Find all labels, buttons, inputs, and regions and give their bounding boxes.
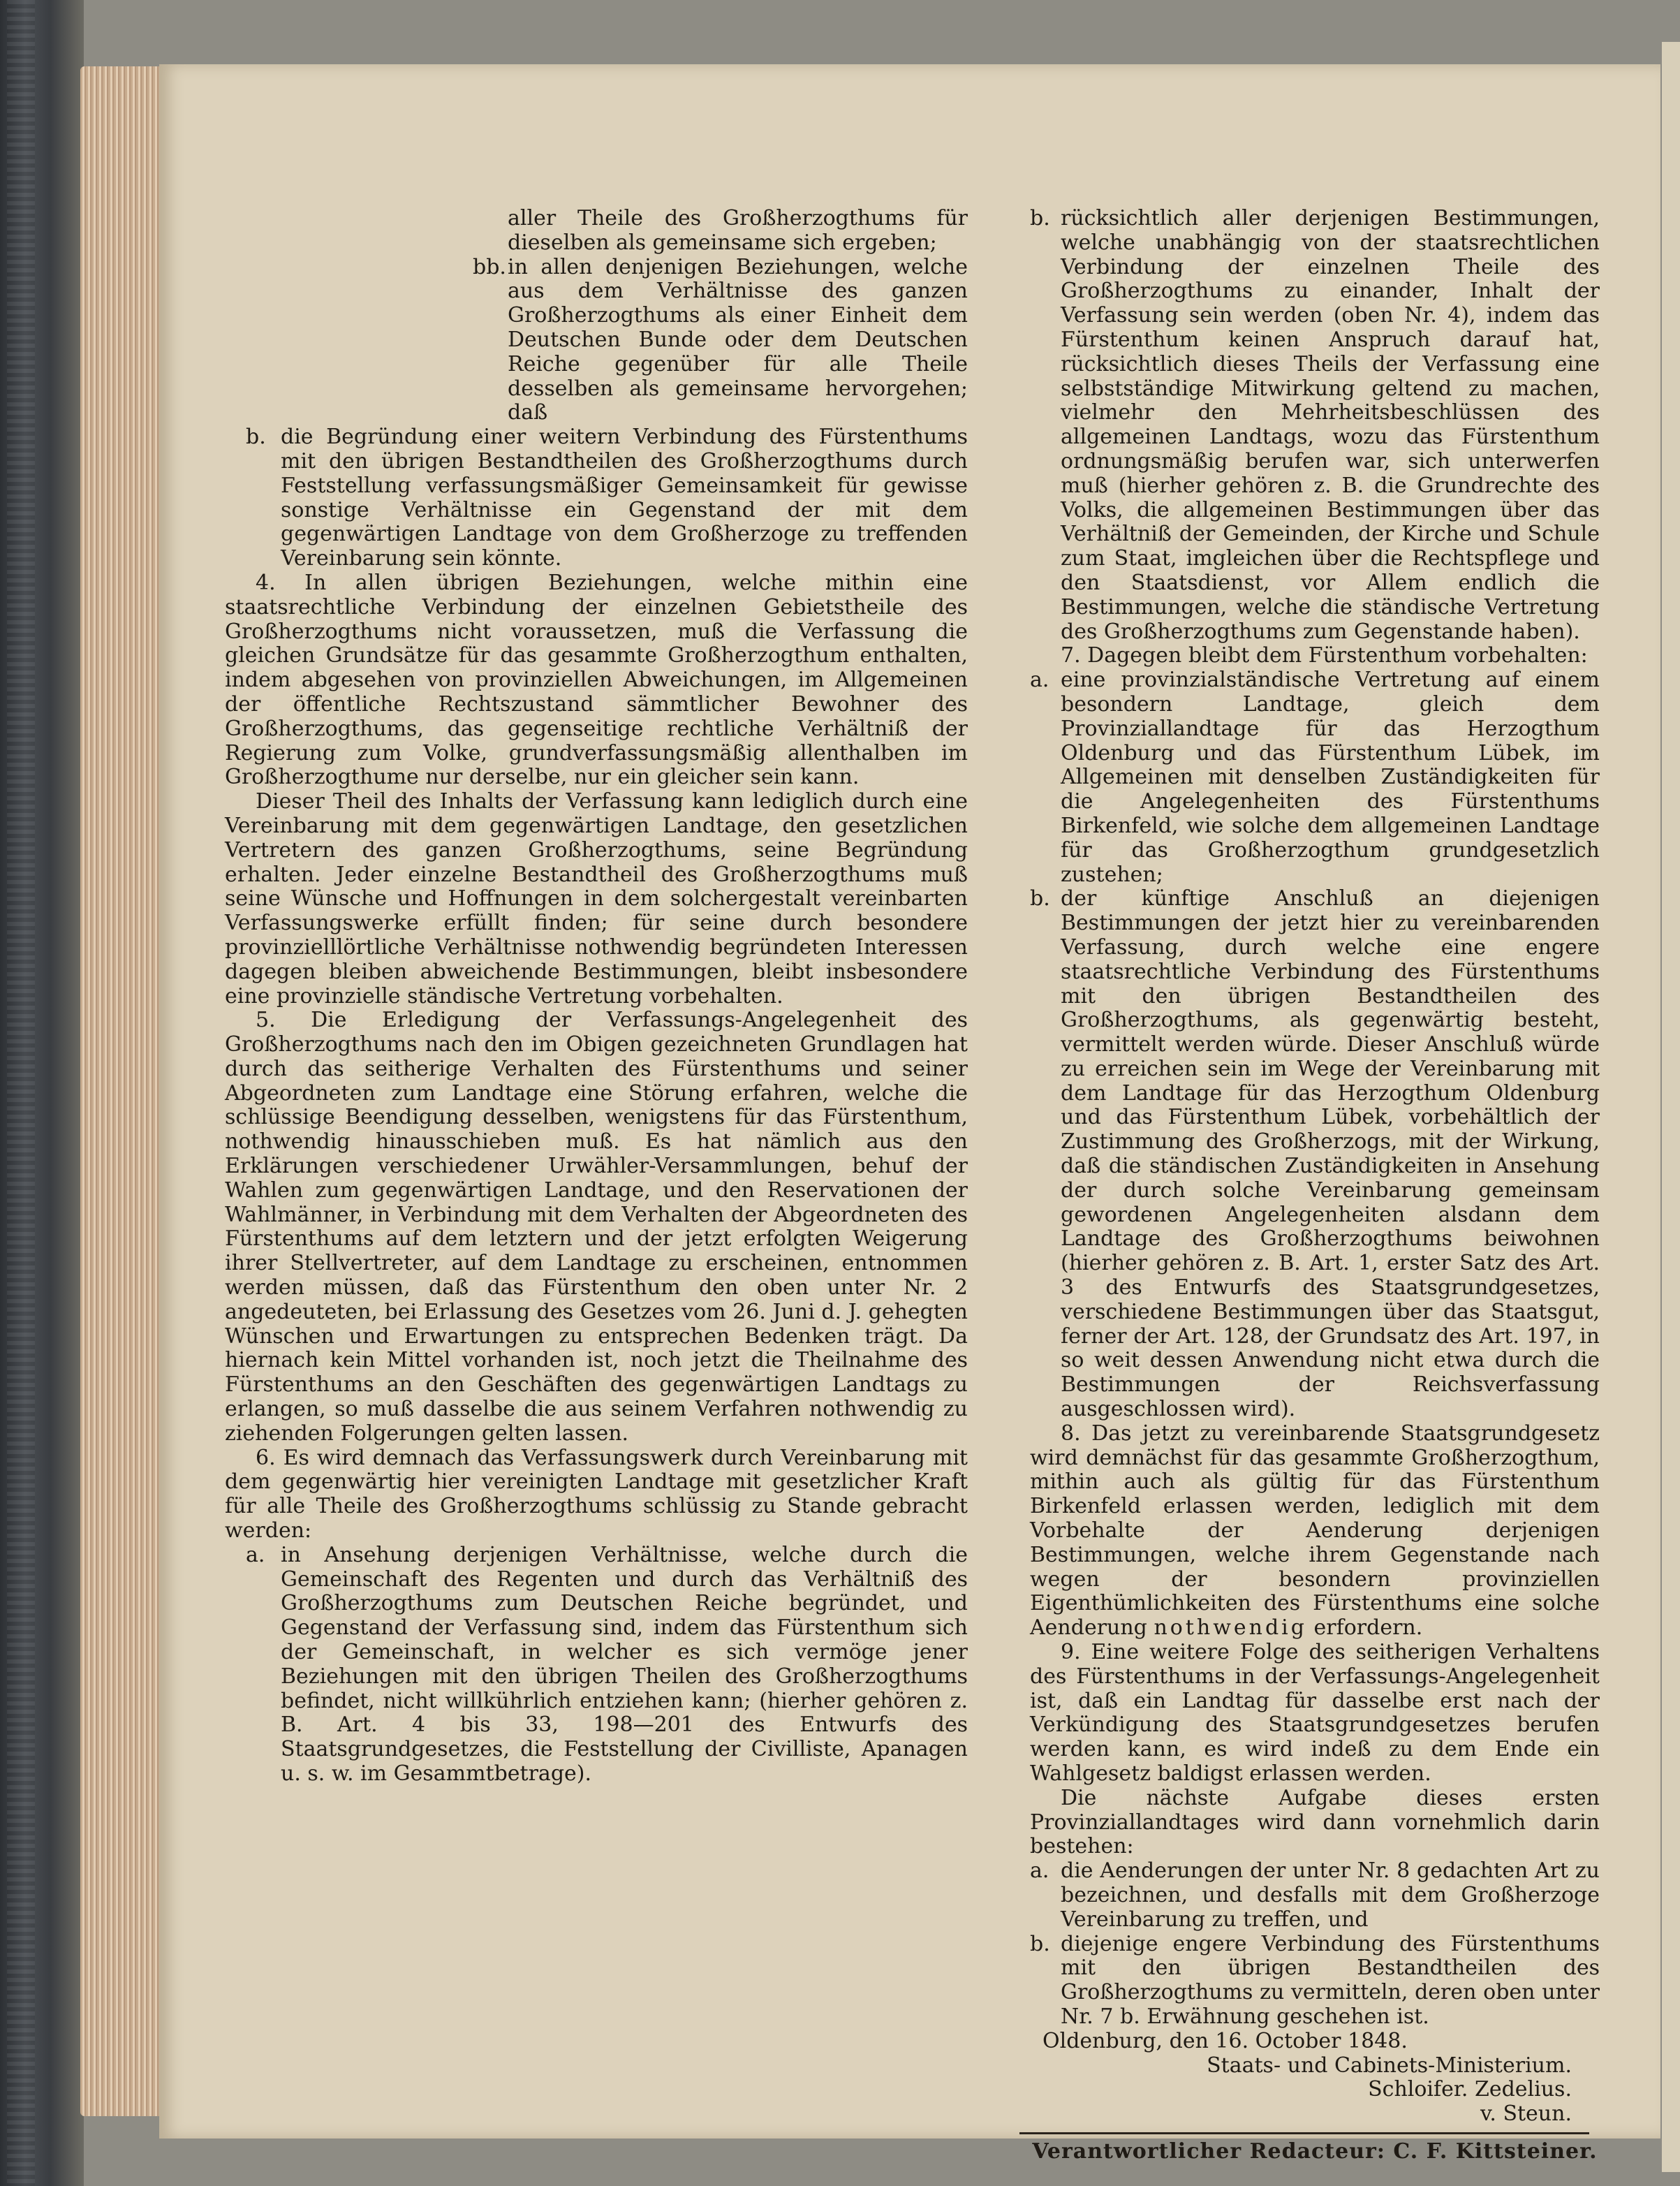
left-column	[225, 207, 968, 1787]
paragraph-4b: Dieser Theil des Inhalts der Verfassung kann lediglich durch eine Vereinbarung mit dem gegenwärtigen Landtage, den gesetzlichen Vertretern des ganzen Großherzogthums, seine Begründung erhalten. Jeder einzelne Bestandtheil des Großherzogthums muß seine Wünsche und Hoffnungen in dem solchergestalt vereinbarten Verfassungswerke erfüllt finden; für seine durch besondere provinzielllörtliche Verhältnisse nothwendig begründeten Interessen dagegen bleiben abweichende Bestimmungen, bleibt insbesondere eine provinzielle ständische Vertretung vorbehalten.	[225, 789, 968, 1008]
paragraph-9b: Die nächste Aufgabe dieses ersten Provinziallandtages wird dann vornehmlich darin bestehen:	[1030, 1785, 1600, 1859]
ministry-name: Staats- und Cabinets-Ministerium.	[1207, 2053, 1572, 2078]
right-column	[1030, 207, 1600, 2164]
place-date: Oldenburg, den 16. October 1848.	[1042, 2028, 1408, 2053]
paragraph-6: 6. Es wird demnach das Verfassungswerk durch Vereinbarung mit dem gegenwärtig hier vereinigten Landtage mit gesetzlicher Kraft für alle Theile des Großherzogthums schlüssig zu Stande gebracht werden:	[225, 1445, 968, 1543]
list-label: a.	[1030, 668, 1049, 693]
list-item-bb	[225, 256, 968, 426]
paragraph-7: 7. Dagegen bleibt dem Fürstenthum vorbehalten:	[1061, 643, 1588, 668]
paragraph-4: 4. In allen übrigen Beziehungen, welche mithin eine staatsrechtliche Verbindung der einzelnen Gebietstheile des Großherzogthums nicht voraussetzen, muß die Verfassung die gleichen Grundsätze für das gesammte Großherzogthum enthalten, indem abgesehen von provinziellen Abweichungen, im Allgemeinen der öffentliche Rechtszustand sämmtlicher Bewohner des Großherzogthums, das gegenseitige rechtliche Verhältniß der Regierung zum Volke, grundverfassungsmäßig allenthalben im Großherzogthume nur derselbe, nur ein gleicher sein kann.	[225, 570, 968, 790]
spaced-emphasis: nothwendig	[1154, 1615, 1307, 1641]
list-item-b	[225, 425, 968, 571]
list-item-b	[1030, 887, 1600, 1422]
paragraph-8	[1030, 1422, 1600, 1641]
paragraph-9: 9. Eine weitere Folge des seitherigen Verhaltens des Fürstenthums in der Verfassungs-Angelegenheit ist, daß ein Landtag für dasselbe erst nach der Verkündigung des Staatsgrundgesetzes berufen werden kann, es wird indeß zu dem Ende ein Wahlgesetz baldigst erlassen werden.	[1030, 1640, 1600, 1786]
paragraph-8-text: 8. Das jetzt zu vereinbarende Staatsgrundgesetz wird demnächst für das gesammte Großherzogthum, mithin auch als gültig für das Fürstenthum Birkenfeld erlassen werden, lediglich mit dem Vorbehalte der Aenderung derjenigen Bestimmungen, welche ihrem Gegenstande nach wegen der besondern provinziellen Eigenthümlichkeiten des Fürstenthums eine solche Aenderung	[1030, 1421, 1600, 1641]
list-item-a	[1030, 668, 1600, 887]
list-label: b.	[1030, 206, 1050, 230]
divider-rule	[1019, 2132, 1589, 2134]
list-label: bb.	[473, 254, 506, 279]
list-text: diejenige engere Verbindung des Fürstenthums mit den übrigen Bestandtheilen des Großherzogthums zu vermitteln, deren oben unter Nr. 7 b. Erwähnung geschehen ist.	[1061, 1931, 1600, 2029]
list-text: in allen denjenigen Beziehungen, welche aus dem Verhältnisse des ganzen Großherzogthums als einer Einheit dem Deutschen Bunde oder dem Deutschen Reiche gegenüber für alle Theile desselben als gemeinsame hervorgehen; daß	[508, 254, 968, 425]
signatory-last: v. Steun.	[1480, 2101, 1572, 2127]
paragraph-5: 5. Die Erledigung der Verfassungs-Angelegenheit des Großherzogthums nach den im Obigen gezeichneten Grundlagen hat durch das seitherige Verhalten des Fürstenthums und seiner Abgeordneten zum Landtage eine Störung erfahren, welche die schlüssige Beendigung desselben, wenigstens für das Fürstenthum, nothwendig hinausschieben muß. Es hat nämlich aus den Erklärungen verschiedener Urwähler-Versammlungen, behuf der Wahlen zum gegenwärtigen Landtage, und den Reservationen der Wahlmänner, in Verbindung mit dem Verhalten der Abgeordneten des Fürstenthums auf dem letztern und der jetzt erfolgten Weigerung ihrer Stellvertreter, auf dem Landtage zu erscheinen, entnommen werden müssen, daß das Fürstenthum den oben unter Nr. 2 angedeuteten, bei Erlassung des Gesetzes vom 26. Juni d. J. gehegten Wünschen und Erwartungen zu entsprechen Bedenken trägt. Da hiernach kein Mittel vorhanden ist, noch jetzt die Theilnahme des Fürstenthums an den Geschäften des gegenwärtigen Landtags zu erlangen, so muß dasselbe die aus seinem Verfahren nothwendig zu ziehenden Folgerungen gelten lassen.	[225, 1008, 968, 1446]
list-text: eine provinzialständische Vertretung auf einem besondern Landtage, gleich dem Provinziallandtage für das Herzogthum Oldenburg und das Fürstenthum Lübek, im Allgemeinen mit denselben Zuständigkeiten für die Angelegenheiten des Fürstenthums Birkenfeld, wie solche dem allgemeinen Landtage für das Großherzogthum grundgesetzlich zustehen;	[1061, 668, 1600, 887]
list-label: a.	[1030, 1858, 1049, 1884]
list-label: b.	[1030, 886, 1050, 911]
list-text: die Aenderungen der unter Nr. 8 gedachten Art zu bezeichnen, und desfalls mit dem Großherzoge Vereinbarung zu treffen, und	[1061, 1858, 1600, 1932]
list-text: der künftige Anschluß an diejenigen Bestimmungen der jetzt hier zu vereinbarenden Verfassung, durch welche eine engere staatsrechtliche Verbindung des Fürstenthums mit den übrigen Bestandtheilen des Großherzogthums, als gegenwärtig besteht, vermittelt werden würde. Dieser Anschluß würde zu erreichen sein im Wege der Vereinbarung mit dem Landtage für das Herzogthum Oldenburg und das Fürstenthum Lübek, vorbehältlich der Zustimmung des Großherzogs, mit der Wirkung, daß die ständischen Zuständigkeiten in Ansehung der durch solche Vereinbarung gemeinsam gewordenen Angelegenheiten alsdann dem Landtage des Großherzogthums beiwohnen (hierher gehören z. B. Art. 1, erster Satz des Art. 3 des Entwurfs des Staatsgrundgesetzes, verschiedene Bestimmungen über das Staatsgut, ferner der Art. 128, der Grundsatz des Art. 197, in so weit dessen Anwendung nicht etwa durch die Bestimmungen der Reichsverfassung ausgeschlossen wird).	[1061, 886, 1600, 1422]
list-text: die Begründung einer weitern Verbindung des Fürstenthums mit den übrigen Bestandtheilen des Großherzogthums durch Feststellung verfassungsmäßiger Gemeinsamkeit für gewisse sonstige Verhältnisse ein Gegenstand der mit dem gegenwärtigen Landtage von dem Großherzoge zu treffenden Vereinbarung sein könnte.	[281, 425, 968, 571]
list-item-a	[225, 1543, 968, 1787]
page-edges	[80, 66, 164, 2116]
signatories: Schloifer. Zedelius.	[1368, 2077, 1572, 2102]
list-label: b.	[246, 425, 266, 450]
list-text: in Ansehung derjenigen Verhältnisse, welche durch die Gemeinschaft des Regenten und durch das Verhältniß des Großherzogthums zum Deutschen Reiche begründet, und Gegenstand der Verfassung sind, indem das Fürstenthum sich der Gemeinschaft, in welcher es sich vermöge jener Beziehungen mit den übrigen Theilen des Großherzogthums befindet, nicht willkührlich entziehen kann; (hierher gehören z. B. Art. 4 bis 33, 198—201 des Entwurfs des Staatsgrundgesetzes, die Feststellung der Civilliste, Apanagen u. s. w. im Gesammtbetrage).	[281, 1542, 968, 1786]
editor-line: Verantwortlicher Redacteur: C. F. Kittsteiner.	[1032, 2139, 1598, 2164]
book-cover	[0, 0, 84, 2186]
list-item-b	[1030, 207, 1600, 644]
list-item-b	[1030, 1932, 1600, 2030]
list-text: rücksichtlich aller derjenigen Bestimmungen, welche unabhängig von der staatsrechtlichen Verbindung der einzelnen Theile des Großherzogthums zu einander, Inhalt der Verfassung sein werden (oben Nr. 4), indem das Fürstenthum keinen Anspruch darauf hat, rücksichtlich dieses Theils der Verfassung eine selbstständige Mitwirkung geltend zu machen, vielmehr den Mehrheitsbeschlüssen des allgemeinen Landtags, wozu das Fürstenthum ordnungsmäßig berufen war, sich unterwerfen muß (hierher gehören z. B. die Grundrechte des Volks, die allgemeinen Bestimmungen über das Verhältniß der Gemeinden, der Kirche und Schule zum Staat, imgleichen über die Rechtspflege und den Staatsdienst, vor Allem endlich die Bestimmungen, welche die ständische Vertretung des Großherzogthums zum Gegenstande haben).	[1061, 206, 1600, 644]
list-label: b.	[1030, 1931, 1050, 1956]
paragraph-8-end: erfordern.	[1313, 1615, 1423, 1641]
continued-text: aller Theile des Großherzogthums für dieselben als gemeinsame sich ergeben;	[508, 206, 968, 255]
facing-page-edge	[1662, 42, 1680, 2172]
list-item-a	[1030, 1859, 1600, 1932]
list-label: a.	[246, 1542, 265, 1567]
